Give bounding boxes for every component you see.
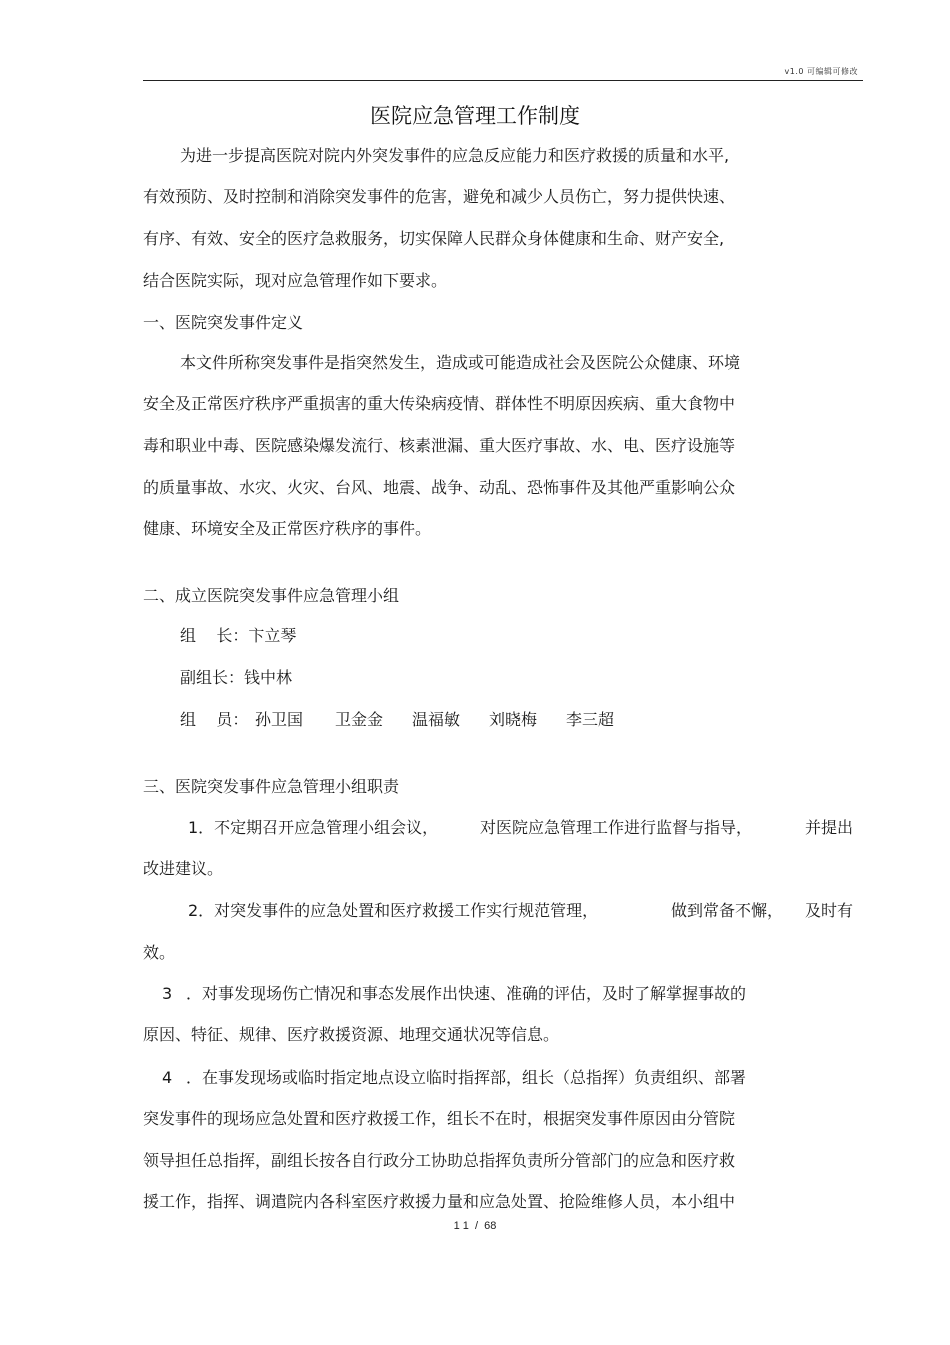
- item4-text: ．在事发现场或临时指定地点设立临时指挥部，组长（总指挥）负责组织、部署: [186, 1068, 747, 1087]
- item2-line-2: 效。: [143, 943, 176, 962]
- item1-line-2: 改进建议。: [143, 859, 224, 878]
- item2-part-b: 做到常备不懈，: [671, 901, 784, 920]
- group-members-label: 组 员：: [180, 710, 249, 729]
- item4-line-2: 突发事件的现场应急处置和医疗救援工作，组长不在时，根据突发事件原因由分管院: [143, 1109, 736, 1128]
- intro-line-1: 为进一步提高医院对院内外突发事件的应急反应能力和医疗救援的质量和水平,: [180, 146, 730, 165]
- section3-heading: 三、医院突发事件应急管理小组职责: [143, 777, 400, 796]
- group-member: 温福敏: [412, 710, 461, 729]
- group-leader: 组 长：卞立琴: [180, 626, 297, 645]
- group-member: 孙卫国: [255, 710, 304, 729]
- item1-part-b: 对医院应急管理工作进行监督与指导，: [480, 818, 753, 837]
- section1-line-4: 的质量事故、水灾、火灾、台风、地震、战争、动乱、恐怖事件及其他严重影响公众: [143, 478, 736, 497]
- item4-line-3: 领导担任总指挥，副组长按各自行政分工协助总指挥负责所分管部门的应急和医疗救: [143, 1151, 736, 1170]
- section1-heading: 一、医院突发事件定义: [143, 313, 304, 332]
- page-title: 医院应急管理工作制度: [370, 104, 580, 128]
- intro-line-4: 结合医院实际，现对应急管理作如下要求。: [143, 271, 448, 290]
- item4-number: 4: [162, 1068, 173, 1087]
- section1-line-2: 安全及正常医疗秩序严重损害的重大传染病疫情、群体性不明原因疾病、重大食物中: [143, 394, 736, 413]
- intro-line-2: 有效预防、及时控制和消除突发事件的危害，避免和减少人员伤亡，努力提供快速、: [143, 187, 736, 206]
- intro-line-3: 有序、有效、安全的医疗急救服务，切实保障人民群众身体健康和生命、财产安全,: [143, 229, 725, 248]
- group-member: 卫金金: [335, 710, 384, 729]
- section2-heading: 二、成立医院突发事件应急管理小组: [143, 586, 400, 605]
- version-note: v1.0 可编辑可修改: [784, 67, 858, 76]
- item1-part-a: 1．不定期召开应急管理小组会议，: [188, 818, 439, 837]
- group-member: 李三超: [566, 710, 615, 729]
- section1-line-1: 本文件所称突发事件是指突然发生，造成或可能造成社会及医院公众健康、环境: [180, 353, 741, 372]
- item2-part-a: 2．对突发事件的应急处置和医疗救援工作实行规范管理，: [188, 901, 599, 920]
- item3-text: ．对事发现场伤亡情况和事态发展作出快速、准确的评估，及时了解掌握事故的: [186, 984, 747, 1003]
- item3-number: 3: [162, 984, 173, 1003]
- item4-line-4: 援工作，指挥、调遣院内各科室医疗救援力量和应急处置、抢险维修人员，本小组中: [143, 1192, 736, 1211]
- item3-line-2: 原因、特征、规律、医疗救援资源、地理交通状况等信息。: [143, 1025, 560, 1044]
- item2-part-c: 及时有: [805, 901, 854, 920]
- page-number: 1 1 / 68: [453, 1220, 497, 1232]
- group-deputy: 副组长：钱中林: [180, 668, 293, 687]
- section1-line-5: 健康、环境安全及正常医疗秩序的事件。: [143, 519, 432, 538]
- group-member: 刘晓梅: [489, 710, 538, 729]
- section1-line-3: 毒和职业中毒、医院感染爆发流行、核素泄漏、重大医疗事故、水、电、医疗设施等: [143, 436, 736, 455]
- item1-part-c: 并提出: [805, 818, 854, 837]
- header-rule: [143, 80, 863, 81]
